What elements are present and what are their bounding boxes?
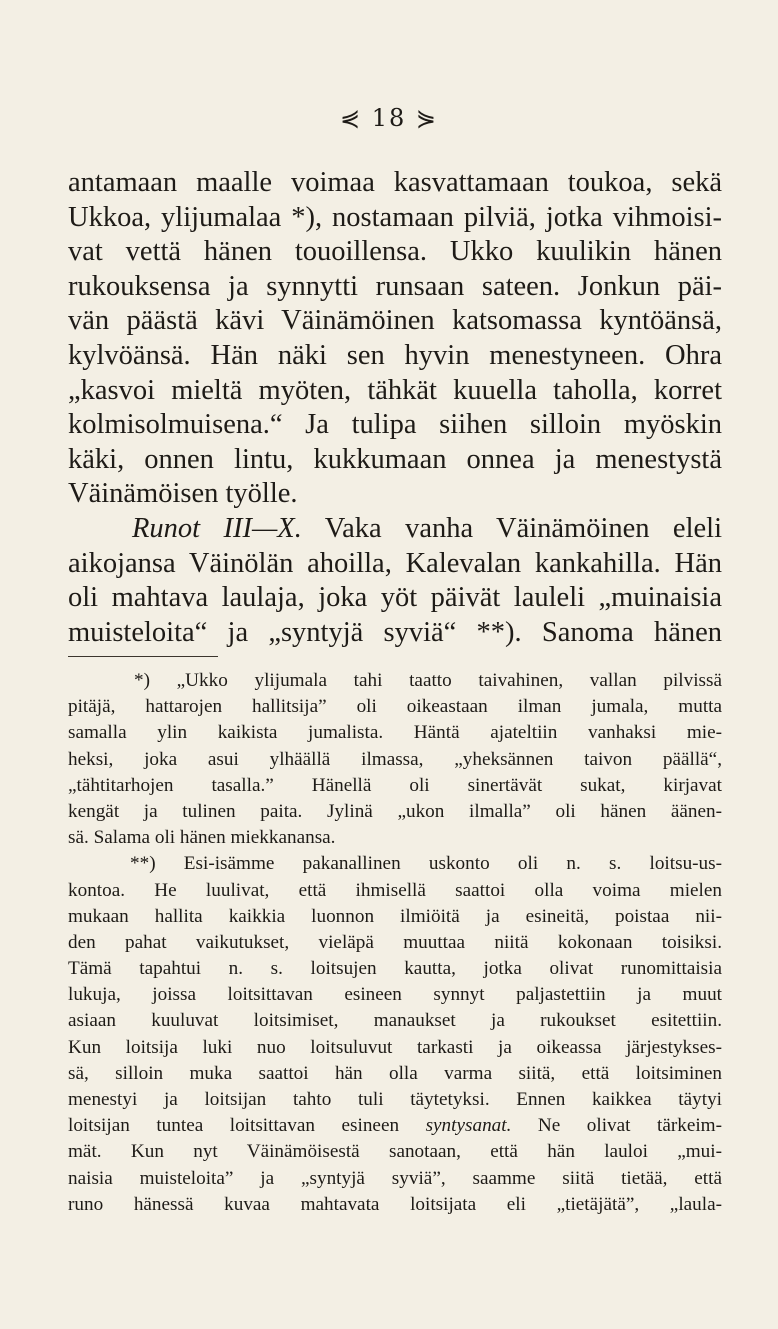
footnote-line: Kun loitsija luki nuo loitsuluvut tarkasti ja oikeassa järjestykses-: [68, 1036, 722, 1058]
footnote-line: heksi, joka asui ylhäällä ilmassa, „yheksännen taivon päällä“,: [68, 748, 722, 770]
footnote-line: sä, silloin muka saattoi hän olla varma siitä, että loitsiminen: [68, 1062, 722, 1084]
footnote-line: den pahat vaikutukset, vieläpä muuttaa niitä kokonaan toisiksi.: [68, 931, 722, 953]
footnote-line: *) „Ukko ylijumala tahi taatto taivahinen, vallan pilvissä: [134, 670, 722, 691]
footnote-line: lukuja, joissa loitsittavan esineen synnyt paljastettiin ja muut: [68, 984, 722, 1006]
text-line: [68, 512, 722, 547]
footnote-line: samalla ylin kaikista jumalista. Häntä ajateltiin vanhaksi mie-: [68, 722, 722, 744]
footnote-line: kengät ja tulinen paita. Jylinä „ukon ilmalla” oli hänen äänen-: [68, 800, 722, 822]
text-line: rukouksensa ja synnytti runsaan sateen. Jonkun päi-: [68, 270, 722, 302]
text-line: vän päästä kävi Väinämöinen katsomassa kyntöänsä,: [68, 305, 722, 337]
italic-term: syntysanat.: [425, 1115, 512, 1137]
text-line: antamaan maalle voimaa kasvattamaan toukoa, sekä: [68, 167, 722, 198]
footnote-line: asiaan kuuluvat loitsimiset, manaukset ja rukoukset esitettiin.: [68, 1010, 722, 1032]
footnote-line: mät. Kun nyt Väinämöisestä sanotaan, että hän lauloi „mui-: [68, 1141, 722, 1163]
footnote-line: menestyi ja loitsijan tahto tuli täytetyksi. Ennen kaikkea täytyi: [68, 1089, 722, 1110]
main-text: [68, 166, 722, 650]
text-segment: Ne olivat tärkeim-: [537, 1115, 722, 1137]
footnote-line: [68, 1113, 722, 1139]
text-line: Väinämöisen työlle.: [68, 478, 298, 510]
footnote-divider: [68, 656, 218, 657]
footnote-line: sä. Salama oli hänen miekkanansa.: [68, 827, 336, 849]
text-line: kylvöänsä. Hän näki sen hyvin menestyneen. Ohra: [68, 339, 722, 371]
footnote-line: Tämä tapahtui n. s. loitsujen kautta, jotka olivat runomittaisia: [68, 958, 722, 980]
text-line: aikojansa Väinölän ahoilla, Kalevalan kankahilla. Hän: [68, 547, 722, 579]
runot-reference: Runot III—X.: [132, 512, 302, 544]
footnote-line: naisia muisteloita” ja „syntyjä syviä”, saamme siitä tietää, että: [68, 1167, 722, 1189]
text-line: kolmisolmuisena.“ Ja tulipa siihen silloin myöskin: [68, 409, 722, 441]
footnotes: [68, 668, 722, 1218]
footnote-line: kontoa. He luulivat, että ihmisellä saattoi olla voima mielen: [68, 879, 722, 901]
footnote-line: pitäjä, hattarojen hallitsija” oli oikeastaan ilman jumala, mutta: [68, 696, 722, 718]
text-line: muisteloita“ ja „syntyjä syviä“ **). Sanoma hänen: [68, 616, 722, 648]
text-line: käki, onnen lintu, kukkumaan onnea ja menestystä: [68, 443, 722, 475]
text-line: vat vettä hänen touoillensa. Ukko kuulikin hänen: [68, 236, 722, 268]
footnote-line: mukaan hallita kaikkia luonnon ilmiöitä ja esineitä, poistaa nii-: [68, 905, 722, 927]
text-line: „kasvoi mieltä myöten, tähkät kuuella taholla, korret: [68, 374, 722, 406]
footnote-line: runo hänessä kuvaa mahtavata loitsijata eli „tietäjätä”, „laula-: [68, 1193, 722, 1215]
page-number: ⋞ 18 ⋟: [339, 104, 438, 132]
text-line: oli mahtava laulaja, joka yöt päivät lauleli „muinaisia: [68, 582, 722, 614]
text-segment: loitsijan tuntea loitsittavan esineen: [68, 1115, 400, 1137]
footnote-line: „tähtitarhojen tasalla.” Hänellä oli sinertävät sukat, kirjavat: [68, 774, 722, 796]
text-segment: Vaka vanha Väinämöinen eleli: [324, 512, 722, 544]
footnote-line: **) Esi-isämme pakanallinen uskonto oli n. s. loitsu-us-: [130, 853, 722, 875]
text-line: Ukkoa, ylijumalaa *), nostamaan pilviä, jotka vihmoisi-: [68, 201, 722, 233]
